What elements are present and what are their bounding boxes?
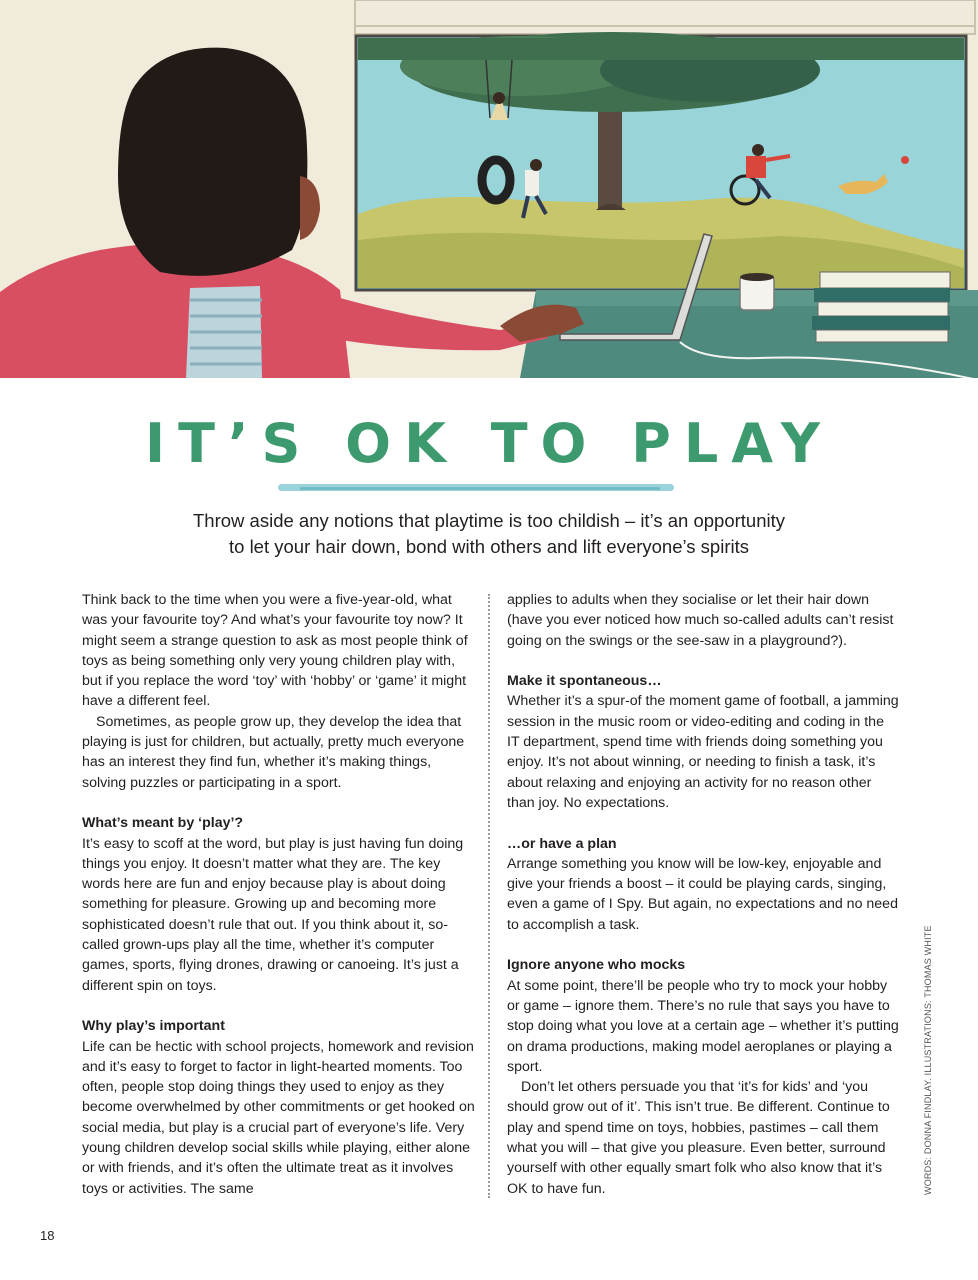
column-left [82, 590, 477, 1199]
section-heading-mocks: Ignore anyone who mocks [507, 957, 686, 974]
section-text-mocks-2: Don’t let others persuade you that ‘it’s for kids’ and ‘you should grow out of it’. This isn’t true. Be different. Continue to play and spend time on toys, hobbies, pastimes – call them what you will – that give you pleasure. Even better, surround yourself with other equally smart folk who also know that it’s OK to have fun. [507, 1079, 890, 1197]
title-underline-accent [300, 487, 660, 490]
section-text-meaning: It’s easy to scoff at the word, but play is just having fun doing things you enjoy. It doesn’t matter what they are. The key words here are fun and enjoy because play is about doing something for pleasure. Growing up and becoming more sophisticated doesn’t rule that out. If you think about it, so-called grown-ups play all the time, whether it’s computer games, sports, flying drones, drawing or canoeing. It’s just a different spin on toys. [82, 835, 464, 994]
section-text-plan: Arrange something you know will be low-key, enjoyable and give your friends a boost – it could be playing cards, singing, even a game of I Spy. But again, no expectations and no need to accomplish a task. [507, 855, 898, 933]
section-text-mocks: At some point, there’ll be people who try to mock your hobby or game – ignore them. There’s no rule that says you have to stop doing what you love at a certain age – whether it’s putting on drama productions, making model aeroplanes or playing a sport. [507, 977, 899, 1075]
section-text-importance: Life can be hectic with school projects, homework and revision and it’s easy to forget to factor in light-hearted moments. Too often, people stop doing things they used to enjoy as they become overwhelmed by other commitments or get hooked on social media, but play is a crucial part of everyone’s life. Very young children develop social skills while playing, either alone or with friends, and it’s often the ultimate treat as it involves toys or activities. The same [82, 1038, 475, 1197]
section-heading-importance: Why play’s important [82, 1018, 225, 1035]
standfirst [120, 508, 858, 560]
article-title: IT’S OK TO PLAY [145, 412, 833, 475]
intro-paragraph-1: Think back to the time when you were a five-year-old, what was your favourite toy? And what’s your favourite toy now? It might seem a strange question to ask as most people think of toys as being something only very young children play with, but if you replace the word ‘toy’ with ‘hobby’ or ‘game’ it might have a different feel. [82, 592, 468, 710]
standfirst-line-2: to let your hair down, bond with others and lift everyone’s spirits [229, 536, 749, 557]
section-heading-spontaneous: Make it spontaneous… [507, 673, 662, 690]
credits: WORDS: DONNA FINDLAY. ILLUSTRATIONS: THOMAS WHITE [923, 925, 933, 1195]
section-text-importance-continued: applies to adults when they socialise or let their hair down (have you ever noticed how much so-called adults can’t resist going on the swings or the see-saw in a playground?). [507, 592, 894, 649]
section-heading-meaning: What’s meant by ‘play’? [82, 815, 244, 832]
books [820, 272, 950, 288]
intro-paragraph-2: Sometimes, as people grow up, they develop the idea that playing is just for children, but actually, pretty much everyone has an interest they find fun, whether it’s making things, solving puzzles or participating in a sport. [82, 713, 465, 791]
standfirst-line-1: Throw aside any notions that playtime is too childish – it’s an opportunity [193, 510, 785, 531]
column-right [507, 590, 899, 1199]
section-text-spontaneous: Whether it’s a spur-of the moment game of football, a jamming session in the music room or video-editing and coding in the IT department, spend time with friends doing something you enjoy. It’s not about winning, or needing to finish a task, it’s about relaxing and enjoying an activity for no reason other than joy. No expectations. [507, 693, 899, 811]
column-divider [488, 594, 490, 1198]
hero-illustration [0, 0, 978, 378]
girl-hair [118, 48, 307, 276]
mug [740, 276, 774, 310]
page-number: 18 [40, 1228, 55, 1243]
section-heading-plan: …or have a plan [507, 835, 617, 852]
window-blind [355, 0, 975, 34]
